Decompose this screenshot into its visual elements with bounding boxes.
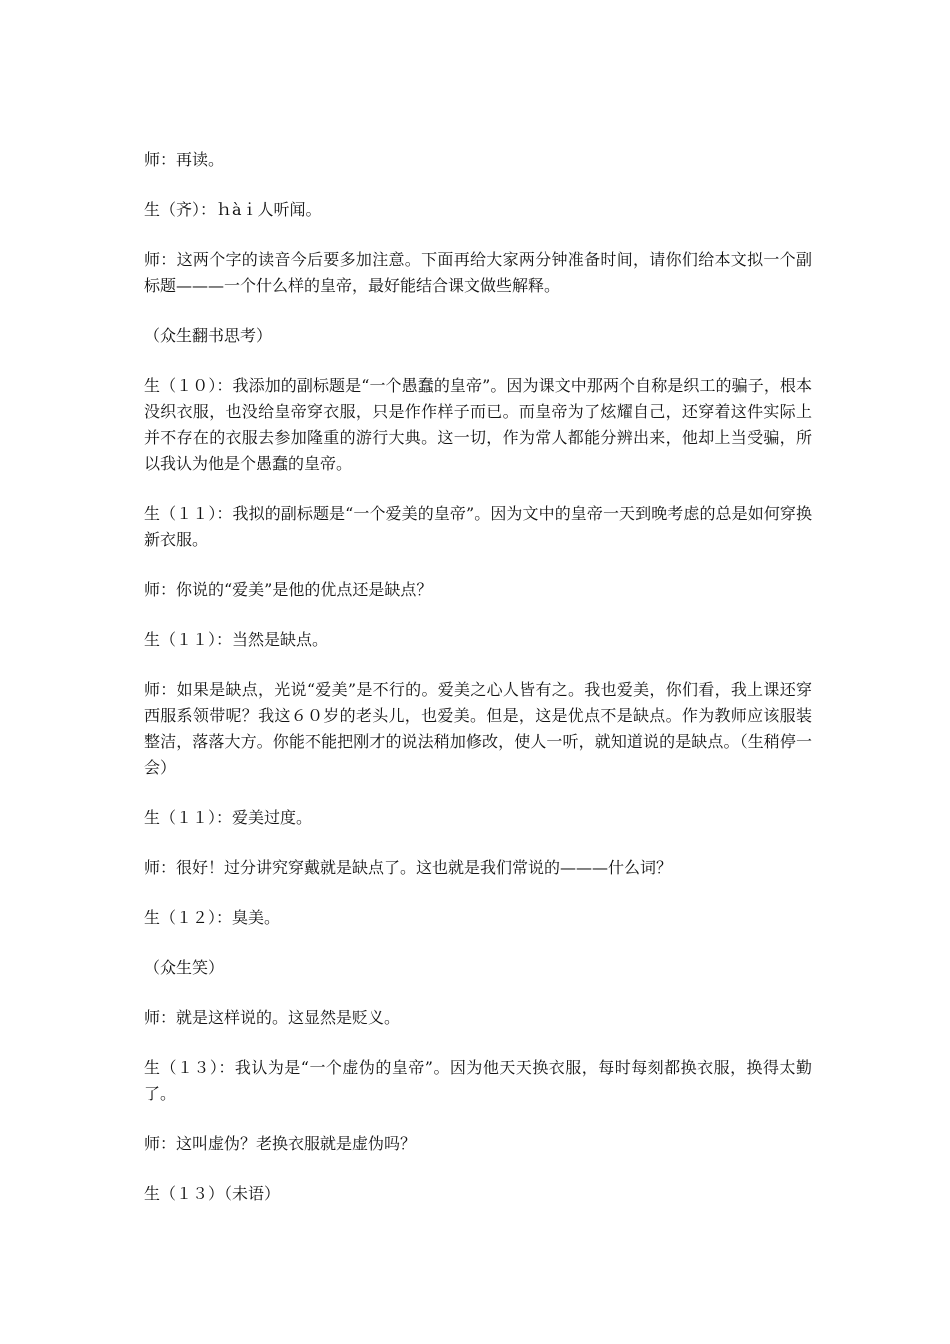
paragraph-10: 生（１１）：爱美过度。: [144, 808, 313, 827]
paragraph-9: 师：如果是缺点，光说“爱美”是不行的。爱美之心人皆有之。我也爱美，你们看，我上课还穿西服系领带呢？我这６０岁的老头儿，也爱美。但是，这是优点不是缺点。作为教师应该服装整洁，落落大方。你能不能把刚才的说法稍加修改，使人一听，就知道说的是缺点。（生稍停一会）: [144, 680, 812, 777]
paragraph-12: 生（１２）：臭美。: [144, 908, 281, 927]
paragraph-15: 生（１３）：我认为是“一个虚伪的皇帝”。因为他天天换衣服，每时每刻都换衣服，换得太勤了。: [144, 1058, 812, 1103]
paragraph-5: 生（１０）：我添加的副标题是“一个愚蠢的皇帝”。因为课文中那两个自称是织工的骗子，根本没织衣服，也没给皇帝穿衣服，只是作作样子而已。而皇帝为了炫耀自己，还穿着这件实际上并不存在的衣服去参加隆重的游行大典。这一切，作为常人都能分辨出来，他却上当受骗，所以我认为他是个愚蠢的皇帝。: [144, 376, 812, 473]
paragraph-4: （众生翻书思考）: [144, 326, 273, 345]
paragraph-16: 师：这叫虚伪？老换衣服就是虚伪吗？: [144, 1134, 417, 1153]
paragraph-8: 生（１１）：当然是缺点。: [144, 630, 329, 649]
paragraph-3: 师：这两个字的读音今后要多加注意。下面再给大家两分钟准备时间，请你们给本文拟一个副标题———一个什么样的皇帝，最好能结合课文做些解释。: [144, 250, 812, 295]
paragraph-2: 生（齐）：ｈàｉ人听闻。: [144, 200, 322, 219]
paragraph-6: 生（１１）：我拟的副标题是“一个爱美的皇帝”。因为文中的皇帝一天到晚考虑的总是如何穿换新衣服。: [144, 504, 812, 549]
paragraph-7: 师：你说的“爱美”是他的优点还是缺点？: [144, 580, 433, 599]
paragraph-1: 师：再读。: [144, 150, 225, 169]
paragraph-14: 师：就是这样说的。这显然是贬义。: [144, 1008, 401, 1027]
document-page: [144, 147, 812, 1231]
paragraph-11: 师：很好！过分讲究穿戴就是缺点了。这也就是我们常说的———什么词？: [144, 858, 673, 877]
paragraph-17: 生（１３）（未语）: [144, 1184, 281, 1203]
paragraph-13: （众生笑）: [144, 958, 225, 977]
